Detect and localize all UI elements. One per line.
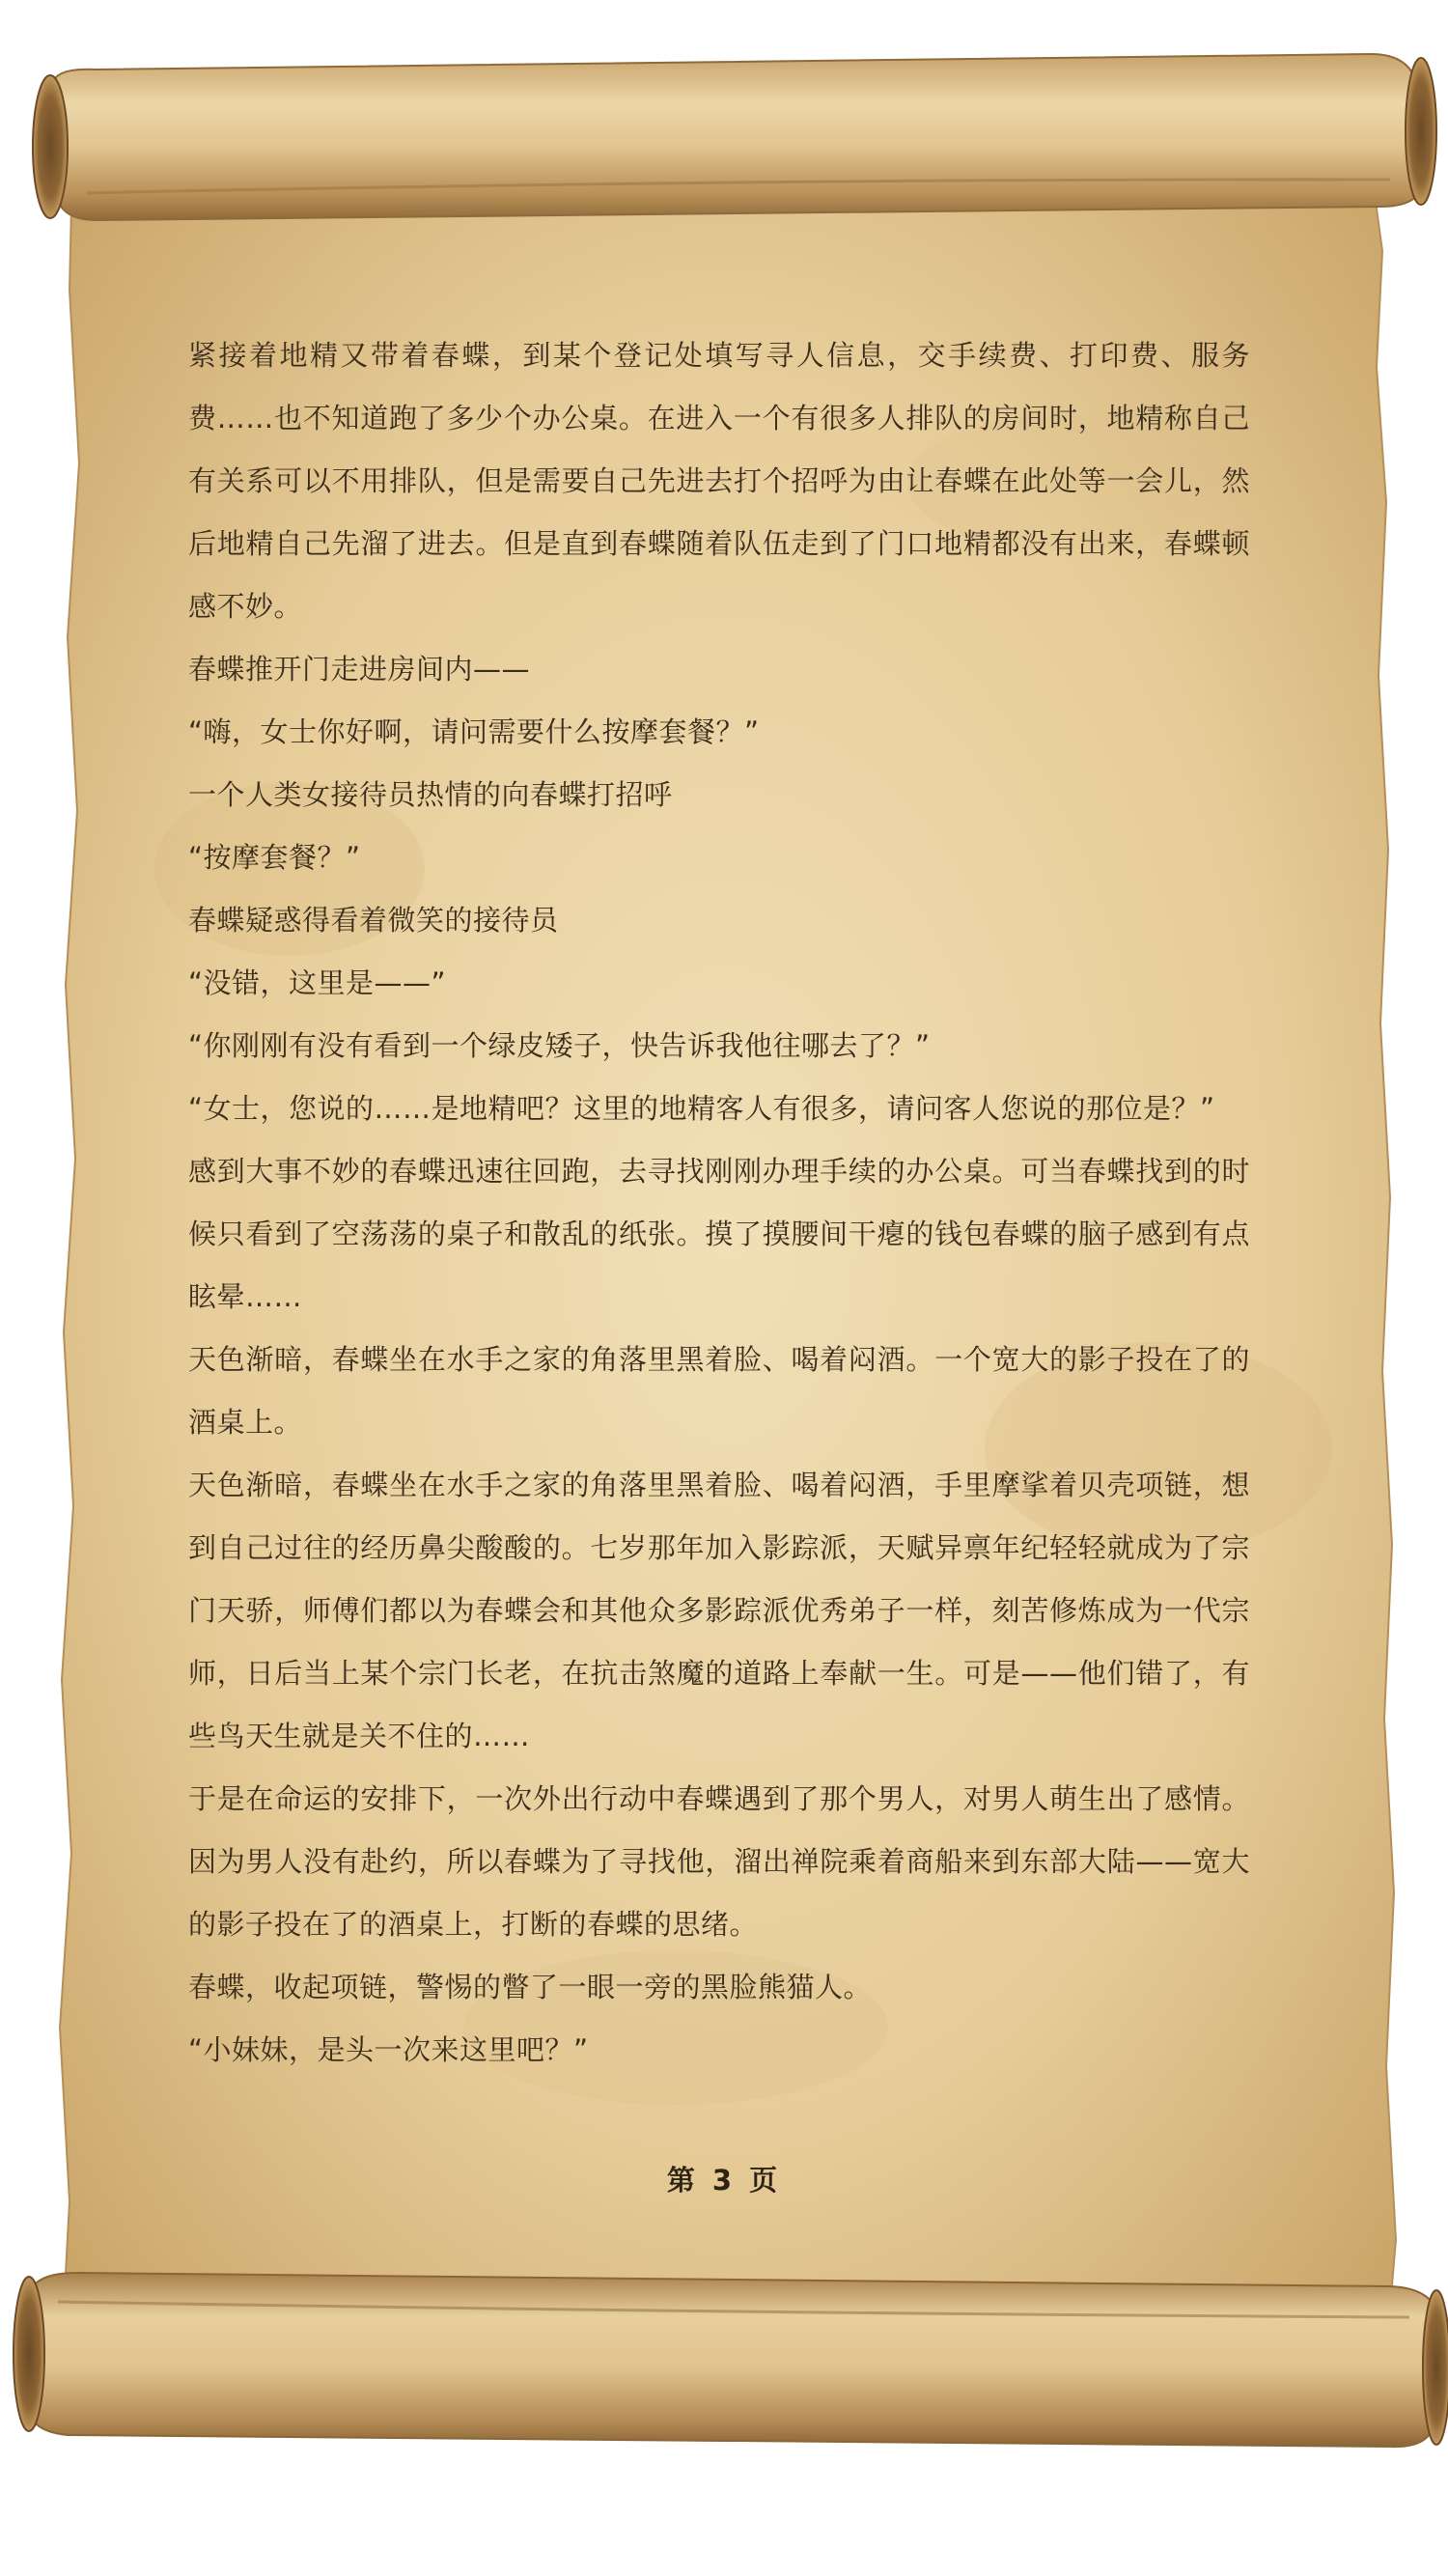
paragraph: “按摩套餐？”	[188, 841, 361, 874]
paragraph: 春蝶，收起项链，警惕的瞥了一眼一旁的黑脸熊猫人。	[188, 1971, 873, 2003]
top-roll-right-end	[1406, 58, 1436, 205]
paragraph: 春蝶推开门走进房间内——	[188, 653, 531, 686]
paragraph: “你刚刚有没有看到一个绿皮矮子，快告诉我他往哪去了？”	[188, 1029, 931, 1062]
paragraph: “嗨，女士你好啊，请问需要什么按摩套餐？”	[188, 715, 760, 748]
paragraph: 天色渐暗，春蝶坐在水手之家的角落里黑着脸、喝着闷酒。一个宽大的影子投在了的酒桌上。	[188, 1343, 1250, 1439]
paragraph: 感到大事不妙的春蝶迅速往回跑，去寻找刚刚办理手续的办公桌。可当春蝶找到的时候只看到了空荡荡的桌子和散乱的纸张。摸了摸腰间干瘪的钱包春蝶的脑子感到有点眩晕……	[188, 1155, 1250, 1313]
paragraph: “小妹妹，是头一次来这里吧？”	[188, 2033, 589, 2066]
paragraph: 天色渐暗，春蝶坐在水手之家的角落里黑着脸、喝着闷酒，手里摩挲着贝壳项链，想到自己过往的经历鼻尖酸酸的。七岁那年加入影踪派，天赋异禀年纪轻轻就成为了宗门天骄，师傅们都以为春蝶会和其他众多影踪派优秀弟子一样，刻苦修炼成为一代宗师，日后当上某个宗门长老，在抗击煞魔的道路上奉献一生。可是——他们错了，有些鸟天生就是关不住的……	[188, 1469, 1250, 1752]
bottom-roll-left-end	[14, 2277, 44, 2431]
top-roll-left-end	[33, 75, 68, 218]
paragraph: “女士，您说的……是地精吧？这里的地精客人有很多，请问客人您说的那位是？”	[188, 1092, 1215, 1125]
paragraph: 于是在命运的安排下，一次外出行动中春蝶遇到了那个男人，对男人萌生出了感情。因为男人没有赴约，所以春蝶为了寻找他，溜出禅院乘着商船来到东部大陆——宽大的影子投在了的酒桌上，打断的春蝶的思绪。	[188, 1782, 1250, 1941]
paragraph: 紧接着地精又带着春蝶，到某个登记处填写寻人信息，交手续费、打印费、服务费……也不知道跑了多少个办公桌。在进入一个有很多人排队的房间时，地精称自己有关系可以不用排队，但是需要自己先进去打个招呼为由让春蝶在此处等一会儿，然后地精自己先溜了进去。但是直到春蝶随着队伍走到了门口地精都没有出来，春蝶顿感不妙。	[188, 339, 1250, 623]
top-roll	[53, 54, 1423, 220]
paragraph: “没错，这里是——”	[188, 966, 447, 999]
page-number: 第 3 页	[666, 2164, 782, 2197]
paragraph: 春蝶疑惑得看着微笑的接待员	[188, 904, 559, 937]
paragraph: 一个人类女接待员热情的向春蝶打招呼	[188, 778, 673, 811]
bottom-roll	[27, 2273, 1438, 2447]
story-text	[188, 324, 1250, 2082]
bottom-roll-right-end	[1423, 2290, 1448, 2445]
